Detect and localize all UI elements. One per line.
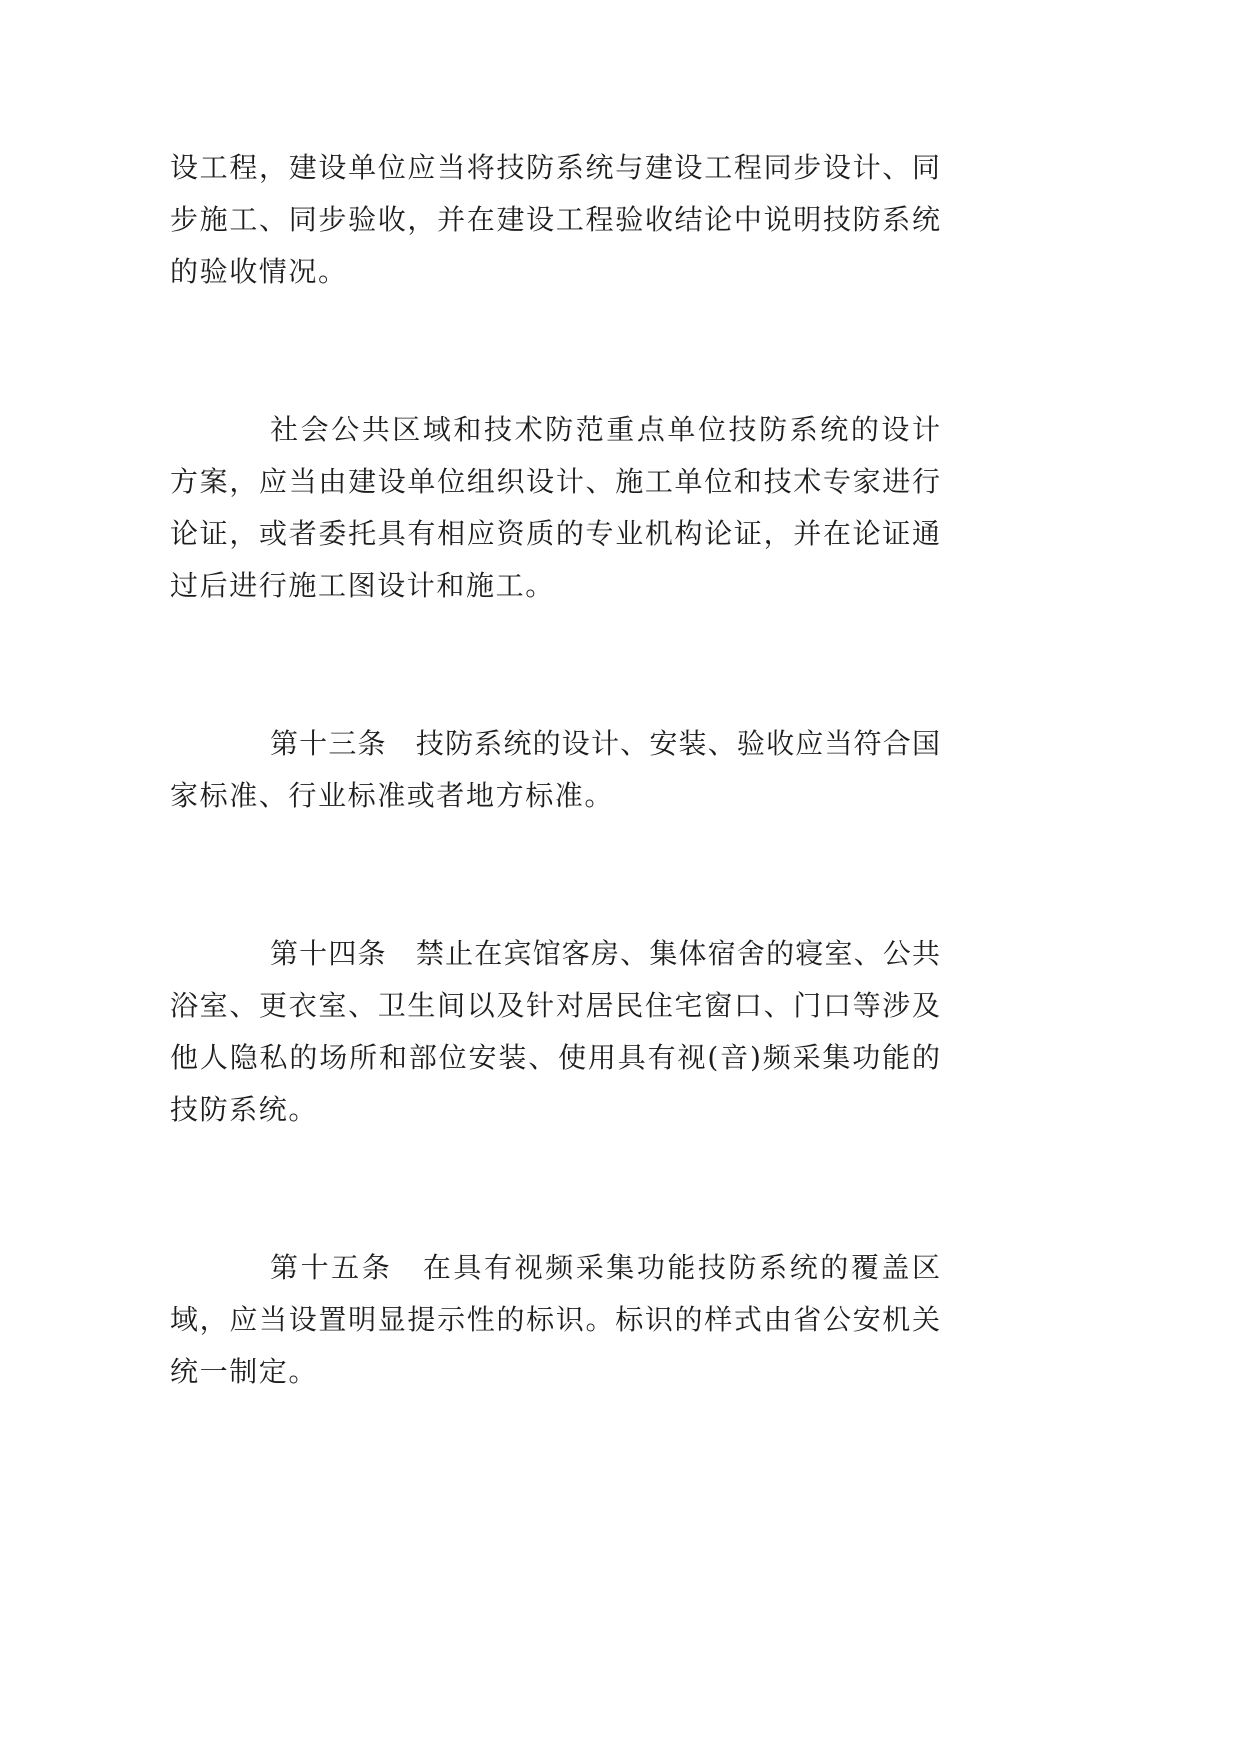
text-line: 技防系统。 bbox=[170, 1093, 319, 1126]
text-line: 论证，或者委托具有相应资质的专业机构论证，并在论证通 bbox=[170, 517, 940, 550]
text-line: 步施工、同步验收，并在建设工程验收结论中说明技防系统 bbox=[170, 203, 940, 236]
text-line: 域，应当设置明显提示性的标识。标识的样式由省公安机关 bbox=[170, 1303, 940, 1336]
text-line: 社会公共区域和技术防范重点单位技防系统的设计 bbox=[270, 413, 940, 446]
text-line: 方案，应当由建设单位组织设计、施工单位和技术专家进行 bbox=[170, 465, 940, 498]
paragraph-design-review bbox=[170, 404, 940, 612]
text-line: 的验收情况。 bbox=[170, 255, 348, 288]
text-line: 他人隐私的场所和部位安装、使用具有视(音)频采集功能的 bbox=[170, 1041, 940, 1074]
text-line: 第十三条 技防系统的设计、安装、验收应当符合国 bbox=[270, 727, 940, 760]
text-line: 家标准、行业标准或者地方标准。 bbox=[170, 779, 615, 812]
paragraph-article-15 bbox=[170, 1242, 940, 1398]
text-line: 第十五条 在具有视频采集功能技防系统的覆盖区 bbox=[270, 1251, 940, 1284]
text-line: 设工程，建设单位应当将技防系统与建设工程同步设计、同 bbox=[170, 151, 940, 184]
paragraph-continuation bbox=[170, 142, 940, 298]
document-body bbox=[170, 142, 940, 1398]
text-line: 统一制定。 bbox=[170, 1355, 319, 1388]
text-line: 过后进行施工图设计和施工。 bbox=[170, 569, 555, 602]
paragraph-article-14 bbox=[170, 928, 940, 1136]
text-line: 第十四条 禁止在宾馆客房、集体宿舍的寝室、公共 bbox=[270, 937, 940, 970]
text-line: 浴室、更衣室、卫生间以及针对居民住宅窗口、门口等涉及 bbox=[170, 989, 940, 1022]
paragraph-article-13 bbox=[170, 718, 940, 822]
